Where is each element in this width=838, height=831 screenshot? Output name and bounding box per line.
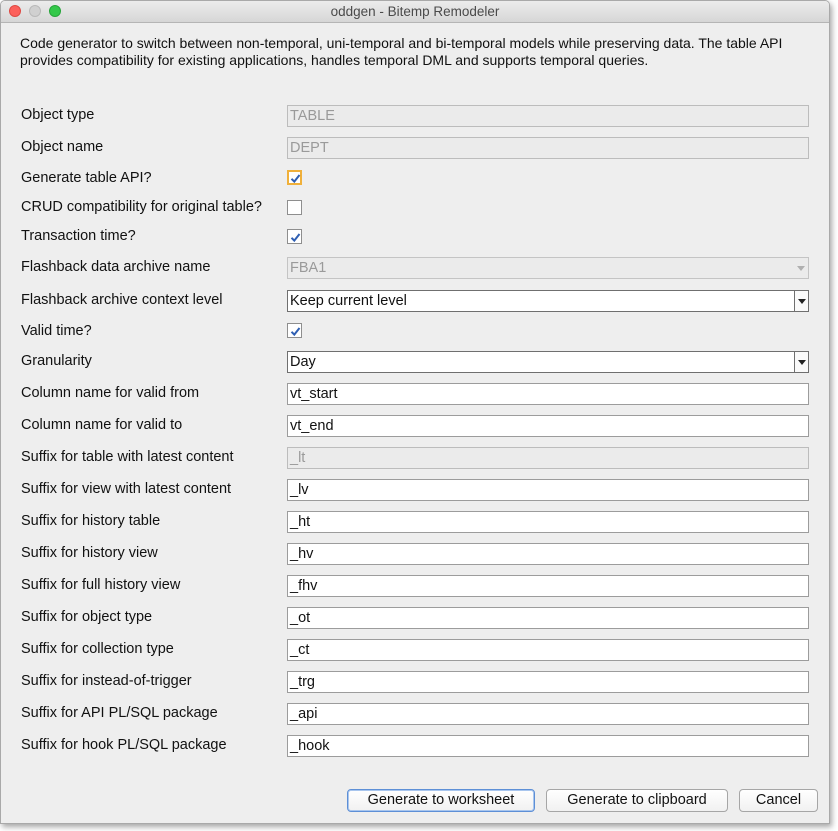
flashback-context-level-value: Keep current level <box>290 293 407 309</box>
suffix-full-history-view-label: Suffix for full history view <box>21 577 181 593</box>
generate-table-api-label: Generate table API? <box>21 170 152 186</box>
generate-to-worksheet-button[interactable]: Generate to worksheet <box>347 789 535 812</box>
suffix-latest-view-label: Suffix for view with latest content <box>21 481 232 497</box>
generate-to-clipboard-button[interactable]: Generate to clipboard <box>546 789 728 812</box>
granularity-select[interactable] <box>287 351 809 373</box>
suffix-api-package-label: Suffix for API PL/SQL package <box>21 705 218 721</box>
checkmark-icon <box>289 172 302 185</box>
suffix-collection-type-input[interactable]: _ct <box>287 639 809 661</box>
granularity-label: Granularity <box>21 353 92 369</box>
transaction-time-label: Transaction time? <box>21 228 136 244</box>
cancel-button[interactable]: Cancel <box>739 789 818 812</box>
object-name-field: DEPT <box>287 137 809 159</box>
flashback-context-level-label: Flashback archive context level <box>21 292 223 308</box>
generate-table-api-checkbox[interactable] <box>287 170 302 185</box>
suffix-history-view-label: Suffix for history view <box>21 545 158 561</box>
valid-to-input[interactable]: vt_end <box>287 415 809 437</box>
suffix-history-table-input[interactable]: _ht <box>287 511 809 533</box>
chevron-down-icon[interactable] <box>794 291 808 311</box>
checkmark-icon <box>289 231 302 244</box>
suffix-object-type-label: Suffix for object type <box>21 609 153 625</box>
flashback-archive-name-value: FBA1 <box>290 260 327 276</box>
checkmark-icon <box>289 325 302 338</box>
suffix-instead-of-trigger-label: Suffix for instead-of-trigger <box>21 673 192 689</box>
title-bar <box>1 1 829 23</box>
valid-time-label: Valid time? <box>21 323 92 339</box>
valid-time-checkbox[interactable] <box>287 323 302 338</box>
suffix-latest-view-input[interactable]: _lv <box>287 479 809 501</box>
object-name-label: Object name <box>21 139 104 155</box>
granularity-value: Day <box>290 354 316 370</box>
suffix-latest-table-label: Suffix for table with latest content <box>21 449 234 465</box>
valid-from-input[interactable]: vt_start <box>287 383 809 405</box>
suffix-api-package-input[interactable]: _api <box>287 703 809 725</box>
generator-description: Code generator to switch between non-temporal, uni-temporal and bi-temporal models while preserving data. The table API provides compatibility for existing applications, handles temporal DML and supports temporal queries. <box>20 35 783 68</box>
object-type-field: TABLE <box>287 105 809 127</box>
flashback-archive-name-select <box>287 257 809 279</box>
chevron-down-icon[interactable] <box>794 352 808 372</box>
flashback-archive-name-label: Flashback data archive name <box>21 259 211 275</box>
suffix-history-table-label: Suffix for history table <box>21 513 161 529</box>
suffix-object-type-input[interactable]: _ot <box>287 607 809 629</box>
suffix-collection-type-label: Suffix for collection type <box>21 641 174 657</box>
valid-to-label: Column name for valid to <box>21 417 183 433</box>
crud-compat-checkbox[interactable] <box>287 200 302 215</box>
suffix-instead-of-trigger-input[interactable]: _trg <box>287 671 809 693</box>
suffix-history-view-input[interactable]: _hv <box>287 543 809 565</box>
suffix-full-history-view-input[interactable]: _fhv <box>287 575 809 597</box>
valid-from-label: Column name for valid from <box>21 385 200 401</box>
suffix-latest-table-input: _lt <box>287 447 809 469</box>
flashback-context-level-select[interactable] <box>287 290 809 312</box>
suffix-hook-package-input[interactable]: _hook <box>287 735 809 757</box>
crud-compat-label: CRUD compatibility for original table? <box>21 199 262 215</box>
object-type-label: Object type <box>21 107 95 123</box>
transaction-time-checkbox[interactable] <box>287 229 302 244</box>
window-title: oddgen - Bitemp Remodeler <box>330 4 500 19</box>
suffix-hook-package-label: Suffix for hook PL/SQL package <box>21 737 227 753</box>
chevron-down-icon <box>794 258 808 278</box>
